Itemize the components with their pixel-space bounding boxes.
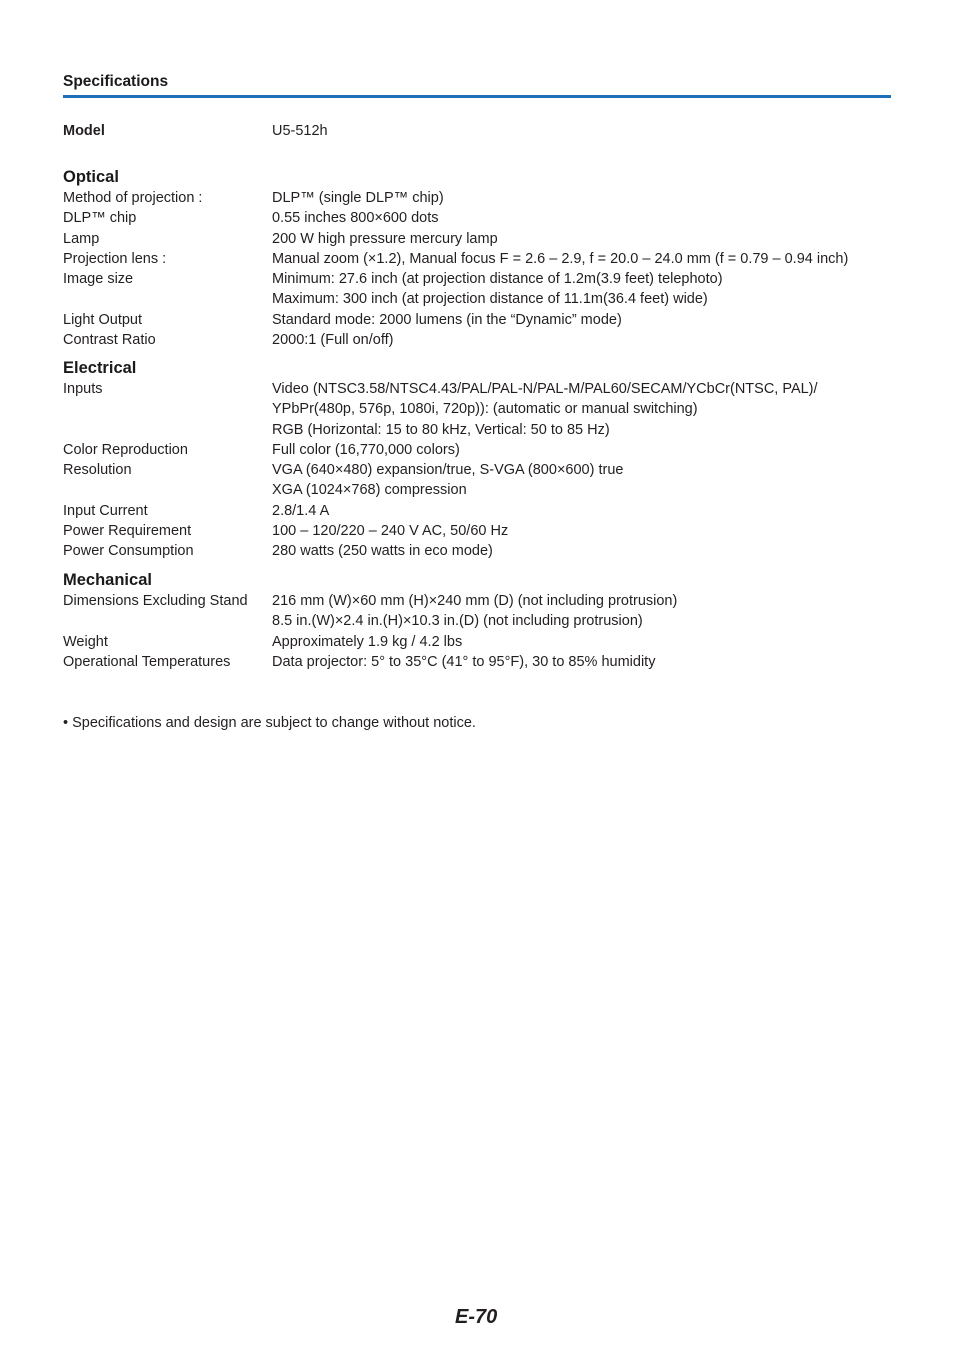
spec-value-line: 280 watts (250 watts in eco mode) — [272, 543, 493, 560]
spec-value-line: YPbPr(480p, 576p, 1080i, 720p)): (automatic or manual switching) — [272, 401, 698, 418]
spec-value-line: 100 – 120/220 – 240 V AC, 50/60 Hz — [272, 523, 509, 540]
spec-value-line: 8.5 in.(W)×2.4 in.(H)×10.3 in.(D) (not including protrusion) — [272, 613, 643, 630]
spec-value — [272, 229, 891, 249]
spec-label: Color Reproduction — [63, 441, 188, 458]
spec-label: Image size — [63, 271, 134, 288]
spec-value — [272, 269, 891, 310]
spec-row — [63, 379, 891, 440]
spec-label: Power Requirement — [63, 523, 192, 540]
spec-value-line: Full color (16,770,000 colors) — [272, 441, 460, 458]
spec-value — [272, 440, 891, 460]
optical-section — [63, 167, 891, 350]
spec-value — [272, 310, 891, 330]
spec-value-line: Video (NTSC3.58/NTSC4.43/PAL/PAL-N/PAL-M/PAL60/SECAM/YCbCr(NTSC, PAL)/ — [272, 381, 818, 397]
spec-value — [272, 541, 891, 561]
spec-row — [63, 440, 891, 460]
spec-row-model — [63, 121, 891, 141]
spec-value-line: 0.55 inches 800×600 dots — [272, 210, 439, 227]
spec-label: Resolution — [63, 462, 132, 479]
disclaimer-note: • Specifications and design are subject to change without notice. — [63, 715, 476, 731]
spec-row — [63, 310, 891, 330]
spec-value: U5-512h — [272, 123, 328, 139]
spec-row — [63, 460, 891, 501]
header-divider — [63, 95, 891, 98]
spec-label: Weight — [63, 633, 108, 650]
spec-value-line: 2000:1 (Full on/off) — [272, 332, 394, 349]
spec-value — [272, 249, 891, 269]
spec-value — [272, 632, 891, 652]
spec-label: Method of projection : — [63, 190, 203, 206]
spec-label: DLP™ chip — [63, 210, 137, 227]
spec-value — [272, 460, 891, 501]
spec-row — [63, 541, 891, 561]
section-title-electrical: Electrical — [63, 359, 137, 377]
spec-label: Operational Temperatures — [63, 653, 231, 670]
spec-row — [63, 521, 891, 541]
page-section-title: Specifications — [63, 73, 169, 90]
spec-row — [63, 188, 891, 208]
spec-value — [272, 188, 891, 208]
spec-value-line: DLP™ (single DLP™ chip) — [272, 190, 444, 206]
spec-value — [272, 652, 891, 672]
spec-row — [63, 632, 891, 652]
electrical-section — [63, 358, 891, 562]
spec-value — [272, 330, 891, 350]
spec-row — [63, 208, 891, 228]
spec-value-line: Minimum: 27.6 inch (at projection distance of 1.2m(3.9 feet) telephoto) — [272, 271, 723, 288]
spec-label: Light Output — [63, 311, 142, 328]
spec-value — [272, 591, 891, 632]
spec-row — [63, 591, 891, 632]
spec-value-line: XGA (1024×768) compression — [272, 482, 467, 499]
spec-label: Inputs — [63, 381, 103, 397]
section-title-optical: Optical — [63, 168, 119, 186]
spec-value-line: 200 W high pressure mercury lamp — [272, 230, 498, 247]
spec-value — [272, 208, 891, 228]
spec-value-line: Data projector: 5° to 35°C (41° to 95°F), 30 to 85% humidity — [272, 653, 656, 670]
spec-label: Input Current — [63, 502, 148, 519]
spec-value-line: 2.8/1.4 A — [272, 502, 330, 519]
spec-value — [272, 501, 891, 521]
spec-rows — [63, 379, 891, 562]
spec-label: Dimensions Excluding Stand — [63, 593, 248, 609]
spec-row — [63, 330, 891, 350]
spec-row — [63, 269, 891, 310]
spec-value-line: VGA (640×480) expansion/true, S-VGA (800×600) true — [272, 462, 624, 479]
spec-row — [63, 249, 891, 269]
spec-row — [63, 229, 891, 249]
model-block — [63, 121, 891, 141]
spec-label: Contrast Ratio — [63, 332, 156, 349]
spec-value-line: Manual zoom (×1.2), Manual focus F = 2.6 – 2.9, f = 20.0 – 24.0 mm (f = 0.79 – 0.94 inch) — [272, 250, 849, 267]
spec-rows — [63, 591, 891, 672]
section-title-mechanical: Mechanical — [63, 571, 152, 589]
spec-row — [63, 652, 891, 672]
spec-label: Power Consumption — [63, 543, 194, 560]
spec-value-line: Standard mode: 2000 lumens (in the “Dynamic” mode) — [272, 311, 622, 328]
spec-value-line: Maximum: 300 inch (at projection distance of 11.1m(36.4 feet) wide) — [272, 291, 708, 308]
page-number: E-70 — [455, 1306, 498, 1328]
spec-value — [272, 379, 891, 440]
spec-rows — [63, 188, 891, 350]
spec-value-line: RGB (Horizontal: 15 to 80 kHz, Vertical: 50 to 85 Hz) — [272, 421, 610, 438]
spec-value-line: Approximately 1.9 kg / 4.2 lbs — [272, 633, 463, 650]
spec-label: Model — [63, 123, 105, 139]
spec-row — [63, 501, 891, 521]
spec-value — [272, 521, 891, 541]
spec-label: Projection lens : — [63, 250, 167, 267]
spec-label: Lamp — [63, 230, 100, 247]
spec-value-line: 216 mm (W)×60 mm (H)×240 mm (D) (not including protrusion) — [272, 593, 678, 609]
mechanical-section — [63, 570, 891, 672]
